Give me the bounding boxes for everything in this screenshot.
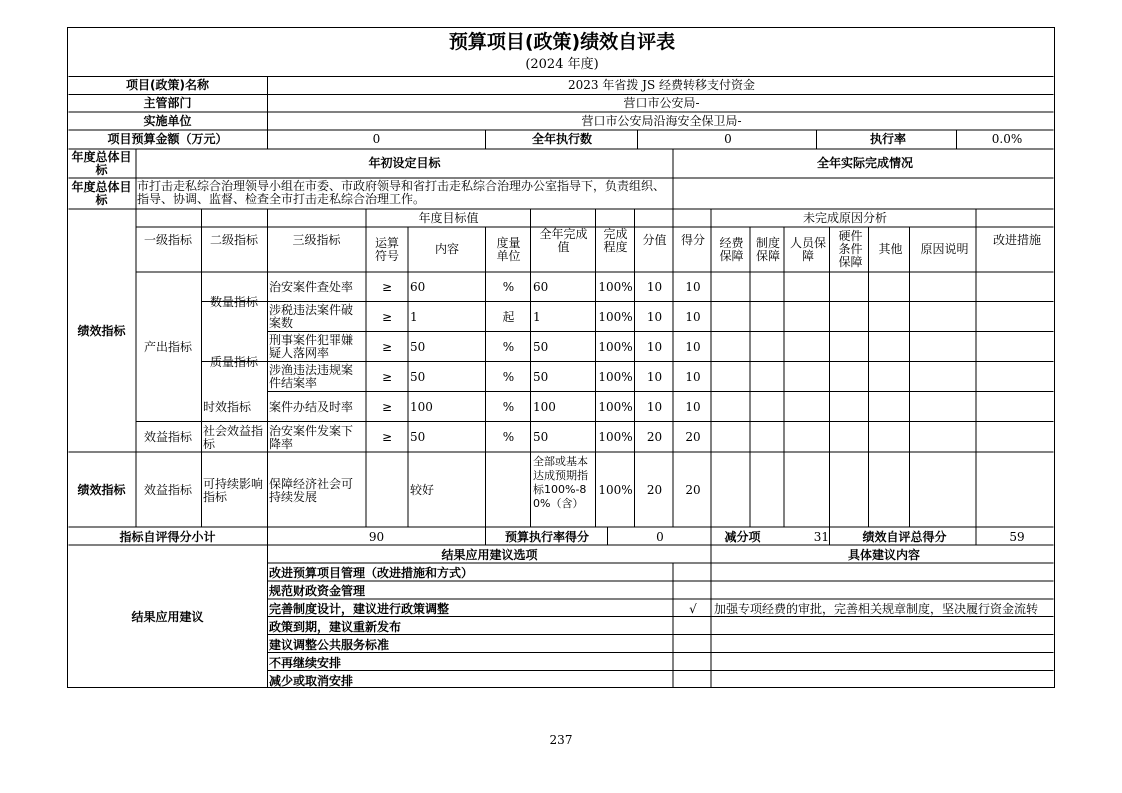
quality-indicator-group: 质量指标 — [209, 354, 258, 369]
result-option-label: 不再继续安排 — [269, 655, 342, 670]
indicator-value-cell: 20 — [646, 430, 663, 444]
budget-amount-label: 项目预算金额（万元） — [107, 132, 228, 146]
initial-goal-header: 年初设定目标 — [368, 156, 441, 170]
result-suggestion-text — [712, 672, 1056, 690]
budget-exec-score-label: 预算执行率得分 — [504, 529, 589, 544]
annual-execution-value: 0 — [724, 132, 732, 146]
indicator-content-cell: 50 — [410, 369, 426, 384]
result-suggestion-text — [712, 654, 1056, 672]
indicator-done-cell: 100 — [533, 399, 556, 414]
result-option-checkmark[interactable] — [674, 654, 712, 672]
level3-header: 三级指标 — [292, 233, 341, 247]
indicator-done-cell: 50 — [533, 369, 549, 384]
deduction-value: 31 — [813, 529, 829, 544]
perf-indicator-label: 绩效指标 — [77, 323, 126, 338]
result-option-checkmark[interactable] — [674, 672, 712, 690]
result-option-checkmark[interactable] — [674, 582, 712, 600]
funding-header: 经费保障 — [719, 235, 744, 263]
indicator-level3-cell: 治安案件发案下降率 — [269, 423, 354, 451]
personnel-header: 人员保障 — [789, 235, 826, 263]
indicator-unit-cell: % — [502, 369, 515, 384]
result-suggestion-text — [712, 564, 1056, 582]
annual-done-header: 全年完成值 — [539, 226, 588, 254]
sustainable-level2: 可持续影响指标 — [203, 476, 264, 504]
score-got-header: 得分 — [680, 233, 705, 247]
unit-measure-header: 度量单位 — [496, 235, 521, 263]
form-year: (2024 年度) — [525, 56, 599, 72]
department-value: 营口市公安局- — [623, 95, 700, 110]
indicator-score-cell: 10 — [685, 369, 701, 384]
benefit-level1: 效益指标 — [143, 483, 192, 497]
indicator-op-cell: ≥ — [381, 430, 393, 444]
indicator-unit-cell: % — [502, 430, 515, 444]
result-suggestion-text: 加强专项经费的审批，完善相关规章制度，坚决履行资金流转 — [714, 601, 1039, 616]
level1-header: 一级指标 — [143, 233, 192, 247]
annual-target-header: 年度目标值 — [418, 210, 479, 225]
indicator-op-cell: ≥ — [381, 279, 393, 294]
sustainable-score-value: 20 — [646, 483, 663, 497]
indicator-unit-cell: % — [502, 399, 515, 414]
total-score-label: 绩效自评总得分 — [862, 529, 947, 544]
indicator-op-cell: ≥ — [381, 309, 393, 324]
system-header: 制度保障 — [756, 235, 781, 263]
indicator-score-cell: 10 — [685, 309, 701, 324]
execution-rate-label: 执行率 — [869, 132, 906, 146]
indicator-value-cell: 10 — [646, 339, 663, 354]
department-label: 主管部门 — [143, 95, 192, 110]
indicator-score-cell: 20 — [685, 430, 701, 444]
content-header: 内容 — [434, 242, 459, 256]
indicator-degree-cell: 100% — [598, 430, 633, 444]
indicator-level2-cell: 时效指标 — [203, 399, 252, 414]
project-name-value: 2023 年省拨 JS 经费转移支付资金 — [567, 77, 755, 92]
budget-exec-score-value: 0 — [656, 529, 664, 544]
subtotal-value: 90 — [368, 529, 385, 544]
actual-completion-header: 全年实际完成情况 — [816, 156, 913, 170]
sustainable-level3: 保障经济社会可持续发展 — [269, 476, 354, 504]
indicator-value-cell: 10 — [646, 399, 663, 414]
specific-suggestion-header: 具体建议内容 — [847, 547, 920, 562]
unfinished-reason-header: 未完成原因分析 — [802, 210, 887, 225]
sustainable-content: 较好 — [410, 483, 435, 497]
improvement-header: 改进措施 — [992, 233, 1041, 247]
indicator-op-cell: ≥ — [381, 339, 393, 354]
indicator-done-cell: 50 — [533, 339, 549, 354]
completion-degree-header: 完成程度 — [603, 226, 628, 254]
indicator-content-cell: 60 — [410, 279, 426, 294]
result-option-label: 规范财政资金管理 — [269, 583, 366, 598]
project-name-label: 项目(政策)名称 — [126, 77, 209, 92]
indicator-score-cell: 10 — [685, 339, 701, 354]
indicator-degree-cell: 100% — [598, 309, 633, 324]
result-application-label: 结果应用建议 — [131, 610, 204, 624]
result-option-label: 减少或取消安排 — [269, 673, 354, 688]
result-option-label: 建议调整公共服务标准 — [269, 637, 390, 652]
result-option-checkmark[interactable] — [674, 618, 712, 636]
indicator-content-cell: 1 — [410, 309, 418, 324]
budget-amount-value: 0 — [372, 132, 381, 146]
indicator-degree-cell: 100% — [598, 369, 633, 384]
result-option-checkmark[interactable] — [674, 564, 712, 582]
output-indicator-group: 产出指标 — [143, 339, 192, 354]
subtotal-label: 指标自评得分小计 — [119, 529, 216, 544]
indicator-unit-cell: % — [502, 279, 515, 294]
result-option-label: 完善制度设计，建议进行政策调整 — [269, 601, 450, 616]
overall-goal-label-2: 年度总体目标 — [71, 179, 132, 207]
hardware-header: 硬件条件保障 — [838, 229, 863, 269]
indicator-level2-cell: 社会效益指标 — [203, 423, 264, 451]
level2-header: 二级指标 — [209, 233, 258, 247]
result-option-label: 改进预算项目管理（改进措施和方式） — [269, 565, 474, 580]
sustainable-degree: 100% — [598, 483, 633, 497]
annual-execution-label: 全年执行数 — [531, 132, 592, 146]
indicator-degree-cell: 100% — [598, 399, 633, 414]
indicator-value-cell: 10 — [646, 309, 663, 324]
indicator-score-cell: 10 — [685, 279, 701, 294]
sustainable-done: 全部或基本达成预期指标100%-80%（含） — [533, 455, 588, 510]
perf-indicator-label-2: 绩效指标 — [77, 483, 126, 497]
indicator-value-cell: 10 — [646, 279, 663, 294]
execution-rate-value: 0.0% — [991, 132, 1023, 146]
unit-value: 营口市公安局沿海安全保卫局- — [581, 113, 742, 128]
indicator-done-cell: 60 — [533, 279, 549, 294]
sustainable-score: 20 — [685, 483, 701, 497]
indicator-unit-cell: 起 — [502, 309, 515, 324]
indicator-degree-cell: 100% — [598, 339, 633, 354]
indicator-op-cell: ≥ — [381, 399, 393, 414]
reason-note-header: 原因说明 — [920, 242, 969, 256]
result-option-checkmark[interactable]: √ — [689, 601, 697, 616]
sustainable-operator — [366, 453, 408, 528]
overall-goal-label: 年度总体目标 — [71, 149, 132, 177]
performance-evaluation-form — [67, 27, 1055, 688]
goal-text: 市打击走私综合治理领导小组在市委、市政府领导和省打击走私综合治理办公室指导下，负责组织、指导、协调、监督、检查全市打击走私综合治理工作。 — [137, 179, 666, 206]
quantity-indicator-group: 数量指标 — [209, 294, 258, 309]
indicator-level3-cell: 案件办结及时率 — [269, 399, 354, 414]
indicator-level3-cell: 刑事案件犯罪嫌疑人落网率 — [269, 333, 354, 360]
indicator-value-cell: 10 — [646, 369, 663, 384]
indicator-content-cell: 100 — [410, 399, 433, 414]
form-title: 预算项目(政策)绩效自评表 — [448, 30, 676, 53]
result-suggestion-text — [712, 618, 1056, 636]
result-option-label: 政策到期，建议重新发布 — [269, 619, 402, 634]
operator-header: 运算符号 — [374, 235, 399, 263]
indicator-level3-cell: 涉渔违法违规案件结案率 — [269, 363, 354, 390]
score-value-header: 分值 — [642, 233, 667, 247]
page-number: 237 — [549, 733, 573, 747]
result-option-checkmark[interactable] — [674, 636, 712, 654]
result-suggestion-text — [712, 636, 1056, 654]
indicator-level1-cell: 效益指标 — [143, 430, 192, 444]
unit-label: 实施单位 — [143, 113, 192, 128]
indicator-content-cell: 50 — [410, 339, 426, 354]
result-options-header: 结果应用建议选项 — [441, 547, 538, 562]
indicator-level3-cell: 治安案件查处率 — [269, 279, 354, 294]
indicator-op-cell: ≥ — [381, 369, 393, 384]
indicator-score-cell: 10 — [685, 399, 701, 414]
sustainable-unit — [486, 453, 531, 528]
result-suggestion-text — [712, 582, 1056, 600]
indicator-done-cell: 50 — [533, 430, 549, 444]
indicator-level3-cell: 涉税违法案件破案数 — [269, 303, 354, 330]
deduction-label: 减分项 — [724, 529, 761, 544]
total-score-value: 59 — [1009, 529, 1025, 544]
indicator-unit-cell: % — [502, 339, 515, 354]
indicator-done-cell: 1 — [533, 309, 541, 324]
other-header: 其他 — [878, 242, 903, 256]
indicator-content-cell: 50 — [410, 430, 426, 444]
indicator-degree-cell: 100% — [598, 279, 633, 294]
